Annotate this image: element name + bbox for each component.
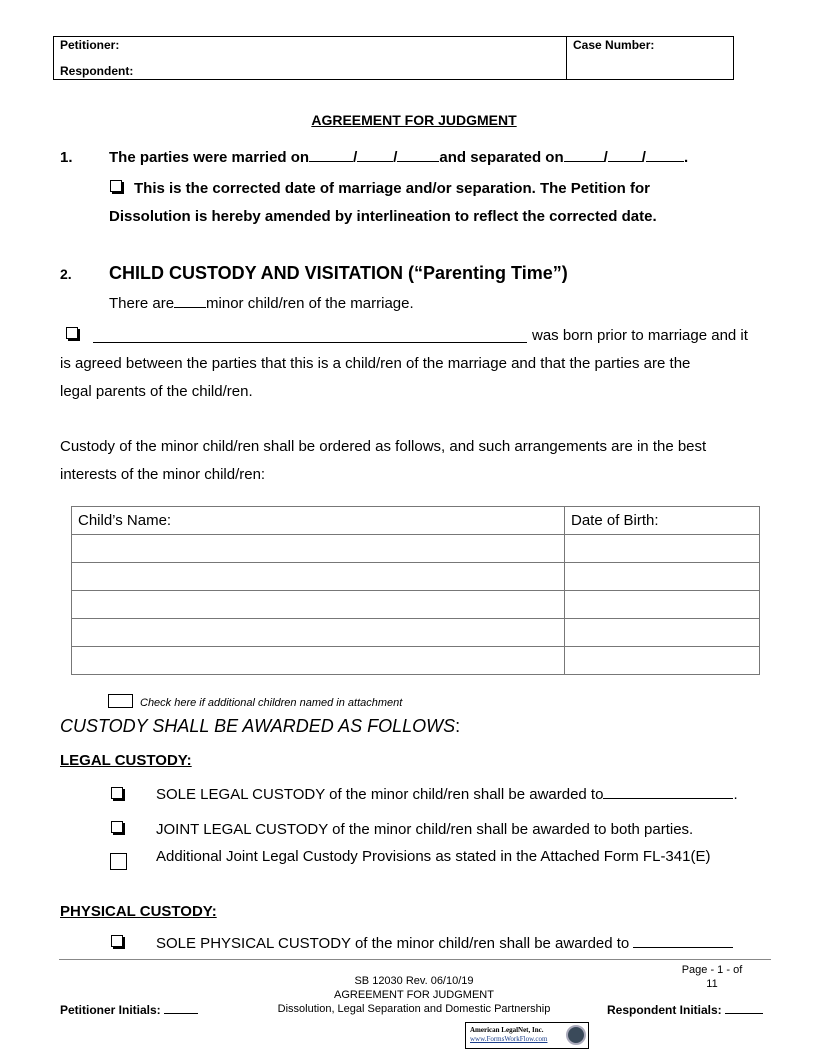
separated-year-blank[interactable] (646, 149, 684, 162)
custody-awarded-heading (60, 716, 460, 737)
separated-day-blank[interactable] (608, 149, 642, 162)
custody-ordered-text-2: interests of the minor child/ren: (60, 466, 266, 483)
attachment-check-label: Check here if additional children named in attachment (140, 697, 403, 709)
form-title: AGREEMENT FOR JUDGMENT (334, 989, 494, 1001)
children-table (71, 506, 760, 675)
born-prior-name-blank[interactable] (93, 330, 527, 343)
colon: : (455, 716, 461, 736)
respondent-initials (607, 1001, 763, 1017)
children-count-tail: minor child/ren of the marriage. (206, 295, 414, 312)
period: . (733, 786, 738, 803)
child-name-cell[interactable] (72, 647, 565, 675)
children-count-blank[interactable] (174, 295, 206, 308)
section1-number: 1. (60, 149, 73, 166)
date-of-birth-cell[interactable] (565, 619, 760, 647)
married-label: The parties were married on (109, 149, 310, 166)
footer-divider (59, 959, 771, 960)
globe-icon (566, 1025, 586, 1045)
page-number (680, 963, 744, 991)
corrected-date-text-2: Dissolution is hereby amended by interlineation to reflect the corrected date. (109, 208, 657, 225)
period: . (683, 149, 689, 166)
born-prior-text: was born prior to marriage and it (532, 327, 748, 344)
agreed-text-2: is agreed between the parties that this is a child/ren of the marriage and that the parties are the (60, 355, 691, 372)
sole-legal-custody-checkbox[interactable] (111, 787, 123, 799)
logo-company: American LegalNet, Inc. (470, 1026, 544, 1034)
section1-dates-line (109, 149, 688, 166)
section2-heading: CHILD CUSTODY AND VISITATION (“Parenting Time”) (109, 263, 568, 283)
there-are-label: There are (109, 295, 175, 312)
sole-legal-custody-blank[interactable] (603, 786, 733, 799)
slash: / (353, 149, 358, 166)
custody-ordered-text-1: Custody of the minor child/ren shall be ordered as follows, and such arrangements are in the best (60, 438, 707, 455)
form-subtitle: Dissolution, Legal Separation and Domestic Partnership (277, 1003, 551, 1015)
section2-number: 2. (60, 266, 72, 282)
case-number-label: Case Number: (573, 38, 655, 52)
sole-physical-custody-checkbox[interactable] (111, 935, 123, 947)
attachment-checkbox[interactable] (108, 694, 133, 708)
children-count-line (109, 295, 414, 312)
legal-custody-heading: LEGAL CUSTODY: (60, 752, 192, 769)
child-name-cell[interactable] (72, 563, 565, 591)
petitioner-initials (60, 1001, 198, 1017)
table-row (72, 535, 760, 563)
form-id: SB 12030 Rev. 06/10/19 (354, 975, 474, 987)
slash: / (641, 149, 646, 166)
respondent-label: Respondent: (60, 64, 134, 78)
additional-joint-custody-checkbox[interactable] (110, 853, 127, 870)
sole-physical-custody-line (156, 935, 733, 952)
petitioner-label: Petitioner: (60, 38, 120, 52)
date-of-birth-cell[interactable] (565, 647, 760, 675)
publisher-logo (465, 1022, 589, 1049)
table-row (72, 619, 760, 647)
date-of-birth-header: Date of Birth: (565, 507, 760, 535)
corrected-date-text-1: This is the corrected date of marriage and/or separation. The Petition for (134, 180, 650, 197)
petitioner-initials-label: Petitioner Initials: (60, 1003, 161, 1017)
table-row (72, 563, 760, 591)
custody-awarded-heading-text: CUSTODY SHALL BE AWARDED AS FOLLOWS (60, 716, 456, 736)
page-label: Page - 1 - of (681, 964, 743, 976)
child-name-cell[interactable] (72, 591, 565, 619)
agreed-text-3: legal parents of the child/ren. (60, 383, 253, 400)
separated-month-blank[interactable] (564, 149, 604, 162)
child-name-cell[interactable] (72, 535, 565, 563)
case-header-box (53, 36, 734, 80)
date-of-birth-cell[interactable] (565, 535, 760, 563)
sole-legal-custody-text: SOLE LEGAL CUSTODY of the minor child/ren shall be awarded to (156, 786, 604, 803)
married-day-blank[interactable] (357, 149, 393, 162)
child-name-header: Child’s Name: (72, 507, 565, 535)
table-row (72, 647, 760, 675)
married-year-blank[interactable] (397, 149, 439, 162)
petitioner-initials-blank[interactable] (164, 1001, 198, 1014)
table-row (72, 591, 760, 619)
respondent-initials-label: Respondent Initials: (607, 1003, 722, 1017)
respondent-initials-blank[interactable] (725, 1001, 763, 1014)
header-divider (566, 37, 567, 79)
sole-legal-custody-line (156, 786, 738, 803)
slash: / (393, 149, 398, 166)
born-prior-checkbox[interactable] (66, 327, 78, 339)
logo-url: www.FormsWorkFlow.com (470, 1035, 548, 1043)
page-total: 11 (706, 978, 718, 990)
date-of-birth-cell[interactable] (565, 591, 760, 619)
married-month-blank[interactable] (309, 149, 353, 162)
slash: / (603, 149, 608, 166)
page-title: AGREEMENT FOR JUDGMENT (311, 112, 517, 128)
date-of-birth-cell[interactable] (565, 563, 760, 591)
joint-legal-custody-checkbox[interactable] (111, 821, 123, 833)
joint-legal-custody-text: JOINT LEGAL CUSTODY of the minor child/ren shall be awarded to both parties. (156, 821, 694, 838)
child-name-cell[interactable] (72, 619, 565, 647)
corrected-date-checkbox[interactable] (110, 180, 122, 192)
sole-physical-custody-text: SOLE PHYSICAL CUSTODY of the minor child/ren shall be awarded to (156, 935, 630, 952)
separated-label: and separated on (439, 149, 564, 166)
additional-joint-custody-text: Additional Joint Legal Custody Provisions as stated in the Attached Form FL-341(E) (156, 848, 711, 865)
table-header-row (72, 507, 760, 535)
physical-custody-heading: PHYSICAL CUSTODY: (60, 903, 217, 920)
sole-physical-custody-blank[interactable] (633, 935, 733, 948)
